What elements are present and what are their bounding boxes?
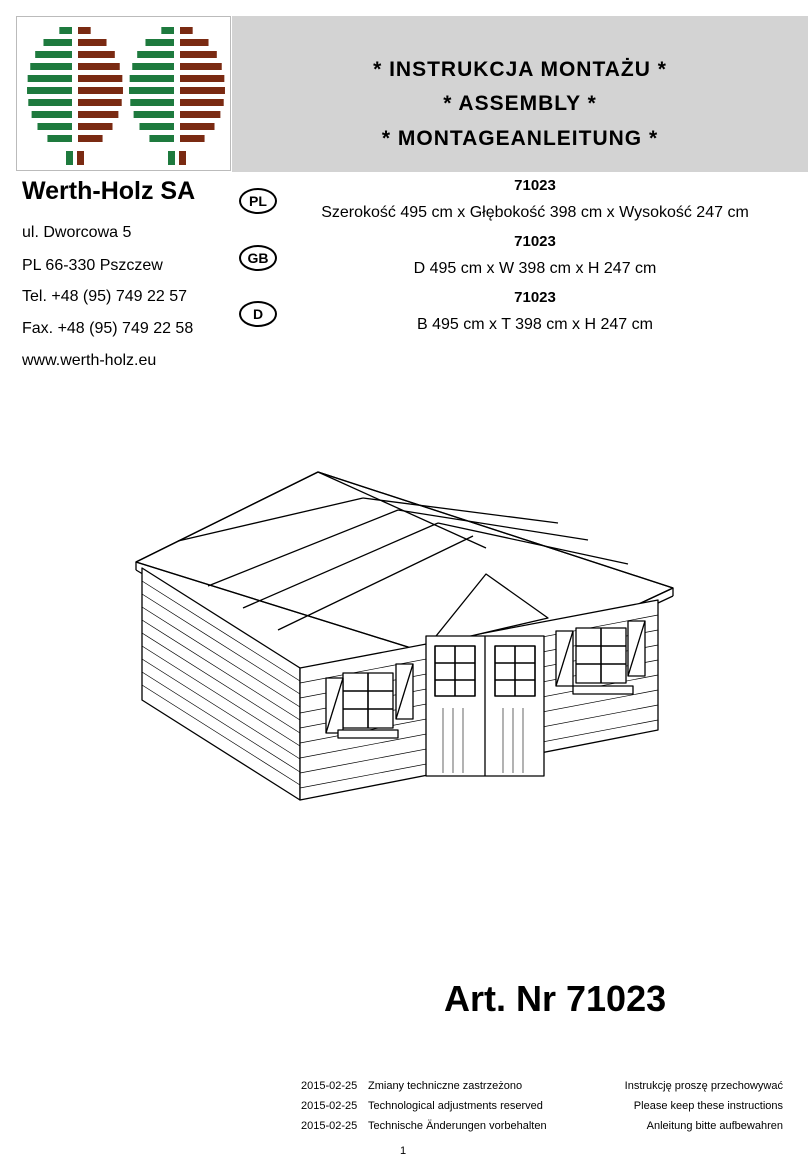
logo-leaf-brown bbox=[180, 135, 205, 142]
article-number: Art. Nr 71023 bbox=[444, 978, 667, 1019]
logo-leaf-green bbox=[27, 87, 72, 94]
logo-leaf-green bbox=[35, 51, 72, 58]
page-number: 1 bbox=[400, 1145, 407, 1157]
logo-leaf-brown bbox=[180, 99, 224, 106]
logo-leaf-green bbox=[139, 123, 174, 130]
logo-leaf-green bbox=[161, 27, 174, 34]
logo-leaf-green bbox=[59, 27, 72, 34]
spec-dims-pl: Szerokość 495 cm x Głębokość 398 cm x Wysokość 247 cm bbox=[321, 204, 749, 221]
footer-note-gb: Technological adjustments reserved bbox=[368, 1100, 543, 1112]
address-street: ul. Dworcowa 5 bbox=[22, 224, 132, 241]
logo-trunk-brown bbox=[179, 151, 186, 165]
footer-keep-de: Anleitung bitte aufbewahren bbox=[646, 1120, 783, 1132]
logo-leaf-green bbox=[28, 75, 72, 82]
spec-dims-d: B 495 cm x T 398 cm x H 247 cm bbox=[417, 316, 653, 333]
title-polish: * INSTRUKCJA MONTAŻU * bbox=[373, 58, 667, 81]
logo-leaf-brown bbox=[78, 135, 103, 142]
tree-logo-graphic bbox=[17, 17, 230, 170]
logo-leaf-green bbox=[129, 87, 174, 94]
logo-leaf-green bbox=[130, 75, 174, 82]
logo-leaf-brown bbox=[180, 87, 225, 94]
website-link[interactable]: www.werth-holz.eu bbox=[22, 352, 157, 369]
spec-dims-gb: D 495 cm x W 398 cm x H 247 cm bbox=[413, 260, 657, 277]
logo-leaf-green bbox=[149, 135, 174, 142]
logo-leaf-brown bbox=[180, 123, 215, 130]
logo-leaf-brown bbox=[180, 63, 222, 70]
lang-badge-gb: GB bbox=[239, 245, 277, 271]
logo-trunk-green bbox=[168, 151, 175, 165]
logo-leaf-brown bbox=[78, 75, 122, 82]
logo-leaf-brown bbox=[78, 27, 91, 34]
phone-number: Tel. +48 (95) 749 22 57 bbox=[22, 288, 188, 305]
spec-number-pl: 71023 bbox=[514, 177, 556, 194]
logo-leaf-green bbox=[32, 111, 72, 118]
logo-leaf-brown bbox=[180, 51, 217, 58]
spec-number-gb: 71023 bbox=[514, 233, 556, 250]
logo-leaf-green bbox=[137, 51, 174, 58]
logo-leaf-green bbox=[132, 63, 174, 70]
logo-leaf-green bbox=[134, 111, 174, 118]
logo-leaf-brown bbox=[180, 27, 193, 34]
logo-leaf-green bbox=[43, 39, 72, 46]
company-name: Werth-Holz SA bbox=[22, 177, 196, 205]
logo-leaf-green bbox=[37, 123, 72, 130]
logo-trunk-brown bbox=[77, 151, 84, 165]
logo-leaf-brown bbox=[180, 39, 209, 46]
logo-leaf-brown bbox=[180, 75, 224, 82]
title-band bbox=[232, 16, 808, 172]
logo-leaf-green bbox=[145, 39, 174, 46]
company-logo bbox=[16, 16, 231, 171]
logo-leaf-brown bbox=[78, 87, 123, 94]
footer-note-pl: Zmiany techniczne zastrzeżono bbox=[368, 1080, 523, 1092]
logo-leaf-green bbox=[30, 63, 72, 70]
footer-keep-pl: Instrukcję proszę przechowywać bbox=[624, 1080, 783, 1092]
footer-date-3: 2015-02-25 bbox=[301, 1120, 358, 1132]
title-german: * MONTAGEANLEITUNG * bbox=[381, 127, 659, 150]
logo-leaf-brown bbox=[78, 99, 122, 106]
fax-number: Fax. +48 (95) 749 22 58 bbox=[22, 320, 194, 337]
cabin-illustration bbox=[128, 468, 688, 813]
logo-trunk-green bbox=[66, 151, 73, 165]
logo-leaf-brown bbox=[180, 111, 220, 118]
logo-leaf-green bbox=[28, 99, 72, 106]
logo-leaf-brown bbox=[78, 111, 118, 118]
footer-date-1: 2015-02-25 bbox=[301, 1080, 358, 1092]
spec-number-d: 71023 bbox=[514, 289, 556, 306]
title-english: * ASSEMBLY * bbox=[443, 92, 597, 115]
address-city: PL 66-330 Pszczew bbox=[22, 257, 163, 274]
lang-badge-pl: PL bbox=[239, 188, 277, 214]
lang-badge-d: D bbox=[239, 301, 277, 327]
logo-leaf-brown bbox=[78, 39, 107, 46]
logo-leaf-brown bbox=[78, 51, 115, 58]
logo-leaf-green bbox=[47, 135, 72, 142]
footer-date-2: 2015-02-25 bbox=[301, 1100, 358, 1112]
logo-leaf-green bbox=[130, 99, 174, 106]
footer-note-de: Technische Änderungen vorbehalten bbox=[368, 1120, 547, 1132]
footer-keep-gb: Please keep these instructions bbox=[633, 1100, 783, 1112]
logo-leaf-brown bbox=[78, 123, 113, 130]
logo-leaf-brown bbox=[78, 63, 120, 70]
